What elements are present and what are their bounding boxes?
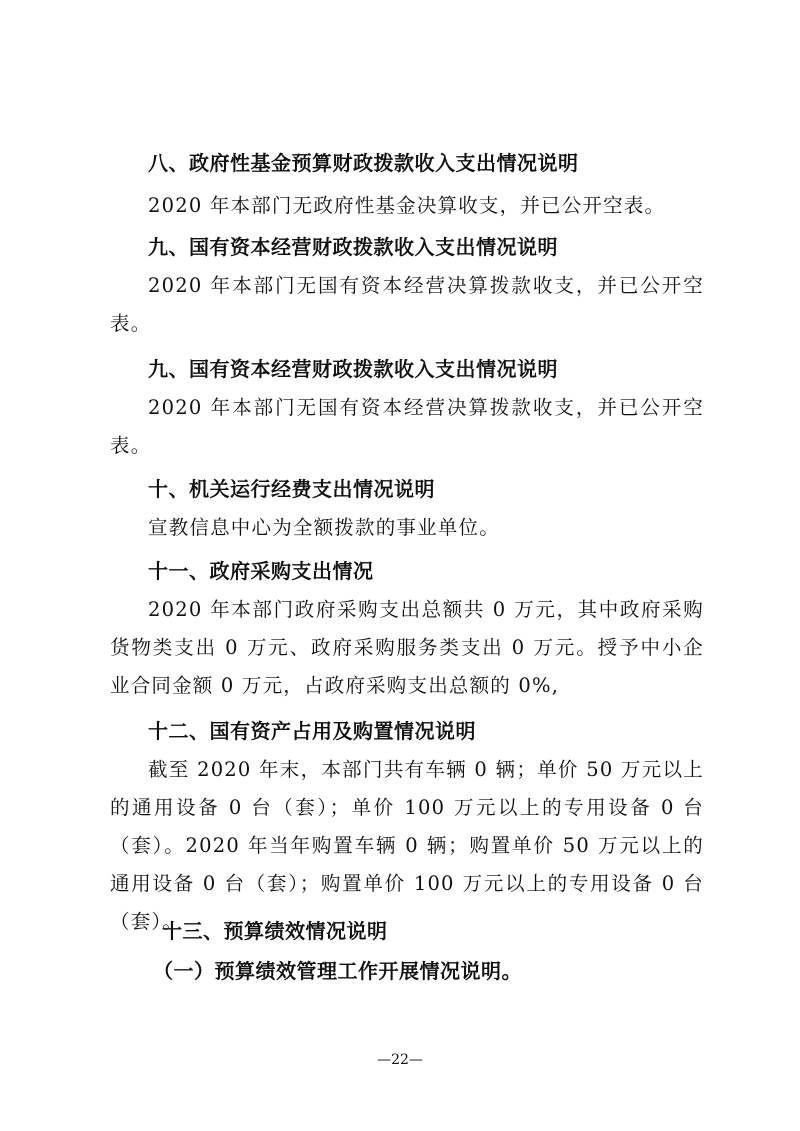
section-subheading: （一）预算绩效管理工作开展情况说明。 — [153, 959, 522, 983]
page-number: —22— — [377, 1052, 423, 1068]
section-heading: 九、国有资本经营财政拨款收入支出情况说明 — [148, 357, 558, 381]
section-heading: 八、政府性基金预算财政拨款收入支出情况说明 — [148, 151, 579, 175]
section-paragraph: 2020 年本部门无政府性基金决算收支，并已公开空表。 — [148, 194, 666, 217]
section-9-repeat — [110, 354, 704, 465]
section-9 — [110, 232, 704, 343]
section-paragraph: 截至 2020 年末，本部门共有车辆 0 辆；单价 50 万元以上的通用设备 0 台（套）；单价 100 万元以上的专用设备 0 台（套）。2020 年当年购置车辆 0 辆；购置单价 50 万元以上的通用设备 0 台（套）；购置单价 100 万元以上的专用设备 0 台（套）。 — [110, 758, 704, 933]
section-heading: 九、国有资本经营财政拨款收入支出情况说明 — [148, 235, 558, 259]
section-13-1 — [110, 956, 704, 986]
section-12 — [110, 716, 704, 941]
section-paragraph: 宣教信息中心为全额拨款的事业单位。 — [148, 516, 500, 539]
section-heading: 十一、政府采购支出情况 — [148, 559, 374, 583]
section-heading: 十、机关运行经费支出情况说明 — [148, 477, 435, 501]
section-11 — [110, 556, 704, 705]
section-paragraph: 2020 年本部门政府采购支出总额共 0 万元，其中政府采购货物类支出 0 万元、政府采购服务类支出 0 万元。授予中小企业合同金额 0 万元，占政府采购支出总额的 0%, — [110, 598, 704, 697]
section-13 — [110, 916, 704, 946]
section-paragraph: 2020 年本部门无国有资本经营决算拨款收支，并已公开空表。 — [110, 274, 704, 335]
section-8 — [110, 148, 704, 225]
section-heading: 十二、国有资产占用及购置情况说明 — [148, 719, 476, 743]
section-10 — [110, 474, 704, 547]
section-heading: 十三、预算绩效情况说明 — [162, 919, 388, 943]
section-paragraph: 2020 年本部门无国有资本经营决算拨款收支，并已公开空表。 — [110, 396, 704, 457]
